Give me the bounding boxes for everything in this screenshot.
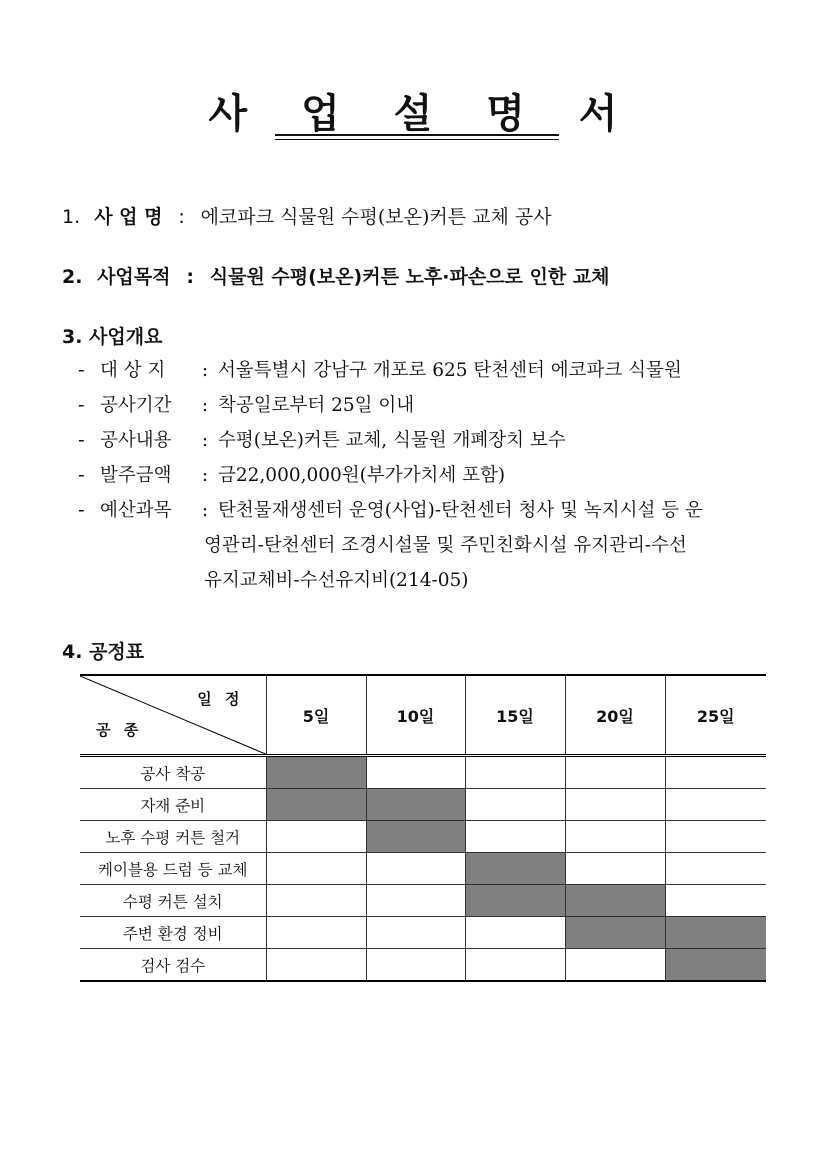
schedule-bar-active	[366, 789, 465, 821]
schedule-cell	[665, 853, 766, 885]
schedule-cell	[366, 949, 465, 982]
overview-value: 수평(보온)커튼 교체, 식물원 개폐장치 보수	[218, 430, 566, 451]
schedule-cell	[565, 821, 665, 853]
bullet-dash: -	[78, 360, 85, 381]
schedule-cell	[465, 949, 565, 982]
section-project-name	[62, 202, 552, 229]
column-header-day: 10일	[366, 675, 465, 756]
schedule-row	[80, 821, 766, 853]
bullet-dash: -	[78, 465, 85, 486]
schedule-cell	[565, 853, 665, 885]
schedule-bar-active	[366, 821, 465, 853]
column-header-day: 25일	[665, 675, 766, 756]
section-schedule-heading: 4. 공정표	[62, 641, 145, 663]
schedule-row	[80, 949, 766, 982]
schedule-row	[80, 853, 766, 885]
section-number: 2.	[62, 266, 83, 288]
section-purpose	[62, 262, 610, 289]
overview-value: 탄천물재생센터 운영(사업)-탄천센터 청사 및 녹지시설 등 운	[218, 500, 703, 521]
project-name-value: 에코파크 식물원 수평(보온)커튼 교체 공사	[200, 206, 552, 228]
column-header-day: 5일	[266, 675, 366, 756]
overview-label: 발주금액	[100, 465, 172, 486]
schedule-bar-active	[465, 885, 565, 917]
schedule-cell	[266, 949, 366, 982]
schedule-bar-active	[266, 756, 366, 789]
corner-label-work-type: 공 종	[96, 721, 143, 739]
schedule-cell	[366, 756, 465, 789]
overview-label: 공사기간	[100, 395, 172, 416]
schedule-cell	[266, 917, 366, 949]
overview-item	[78, 496, 703, 522]
overview-label: 대 상 지	[100, 360, 166, 381]
schedule-cell	[266, 853, 366, 885]
column-header-day: 15일	[465, 675, 565, 756]
overview-item	[78, 391, 414, 417]
budget-continuation-2: 유지교체비-수선유지비(214-05)	[204, 570, 469, 591]
schedule-cell	[565, 756, 665, 789]
title-underline	[275, 134, 559, 136]
colon: :	[201, 430, 209, 451]
overview-item	[78, 426, 566, 452]
schedule-cell	[665, 789, 766, 821]
schedule-row	[80, 885, 766, 917]
section-label: 사 업 명	[94, 206, 163, 228]
schedule-body	[80, 756, 766, 982]
corner-label-schedule: 일 정	[197, 690, 244, 708]
schedule-corner-cell	[80, 675, 266, 756]
section-overview-heading: 3. 사업개요	[62, 326, 163, 348]
bullet-dash: -	[78, 500, 85, 521]
overview-label: 공사내용	[100, 430, 172, 451]
task-name: 노후 수평 커튼 철거	[80, 821, 266, 853]
schedule-cell	[465, 756, 565, 789]
schedule-bar-active	[565, 885, 665, 917]
bullet-dash: -	[78, 430, 85, 451]
task-name: 자재 준비	[80, 789, 266, 821]
schedule-row	[80, 756, 766, 789]
overview-item	[78, 461, 505, 487]
schedule-cell	[366, 853, 465, 885]
overview-value: 착공일로부터 25일 이내	[218, 395, 415, 416]
column-header-day: 20일	[565, 675, 665, 756]
schedule-cell	[465, 789, 565, 821]
schedule-cell	[665, 885, 766, 917]
schedule-bar-active	[266, 789, 366, 821]
schedule-cell	[266, 821, 366, 853]
section-label: 사업목적	[97, 266, 171, 288]
task-name: 케이블용 드럼 등 교체	[80, 853, 266, 885]
schedule-cell	[565, 949, 665, 982]
colon: :	[201, 500, 209, 521]
budget-continuation-1: 영관리-탄천센터 조경시설물 및 주민친화시설 유지관리-수선	[204, 535, 687, 556]
purpose-value: 식물원 수평(보온)커튼 노후·파손으로 인한 교체	[209, 266, 610, 288]
schedule-cell	[465, 821, 565, 853]
schedule-bar-active	[665, 949, 766, 982]
schedule-row	[80, 789, 766, 821]
colon: :	[201, 465, 209, 486]
schedule-row	[80, 917, 766, 949]
overview-item	[78, 356, 682, 382]
schedule-cell	[665, 821, 766, 853]
overview-value: 서울특별시 강남구 개포로 625 탄천센터 에코파크 식물원	[218, 360, 682, 381]
schedule-cell	[266, 885, 366, 917]
task-name: 검사 검수	[80, 949, 266, 982]
task-name: 주변 환경 정비	[80, 917, 266, 949]
schedule-cell	[665, 756, 766, 789]
colon: :	[178, 206, 185, 228]
title-underline-thin	[275, 139, 559, 140]
colon: :	[186, 266, 194, 288]
schedule-bar-active	[665, 917, 766, 949]
overview-value: 금22,000,000원(부가가치세 포함)	[218, 465, 506, 486]
colon: :	[201, 395, 209, 416]
schedule-table	[80, 674, 766, 982]
section-number: 1.	[62, 206, 81, 228]
schedule-cell	[565, 789, 665, 821]
task-name: 공사 착공	[80, 756, 266, 789]
schedule-bar-active	[465, 853, 565, 885]
schedule-header-row	[80, 675, 766, 756]
task-name: 수평 커튼 설치	[80, 885, 266, 917]
colon: :	[201, 360, 209, 381]
bullet-dash: -	[78, 395, 85, 416]
schedule-cell	[366, 885, 465, 917]
schedule-cell	[465, 917, 565, 949]
schedule-cell	[366, 917, 465, 949]
schedule-bar-active	[565, 917, 665, 949]
overview-label: 예산과목	[100, 500, 172, 521]
document-title: 사 업 설 명 서	[208, 91, 638, 137]
